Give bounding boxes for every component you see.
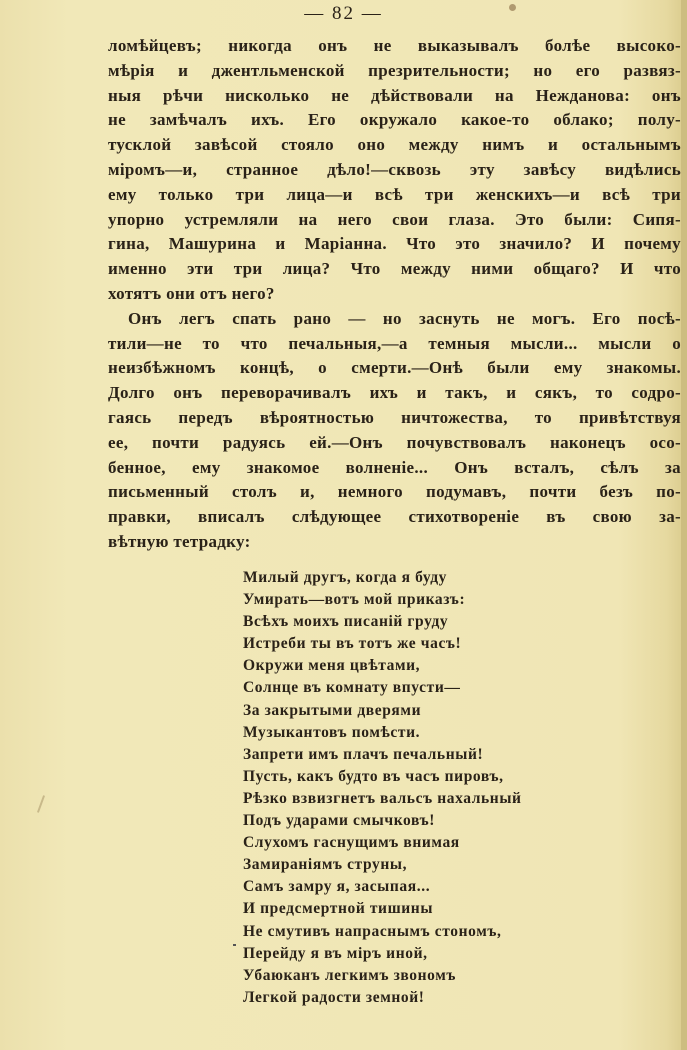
text-line: упорно устремляли на него свои глаза. Это были: Сипя-	[108, 209, 681, 229]
text-line: хотятъ они отъ него?	[108, 283, 275, 303]
text-line: бенное, ему знакомое волненіе... Онъ всталъ, сѣлъ за	[108, 457, 681, 477]
poem-line: Солнце въ комнату впусти—	[243, 679, 461, 697]
poem-line: Запрети имъ плачъ печальный!	[243, 745, 484, 763]
poem-line: Самъ замру я, засыпая...	[243, 878, 431, 896]
poem-line: Замираніямъ струны,	[243, 856, 408, 874]
text-line: ему только три лица—и всѣ три женскихъ—и всѣ три	[108, 184, 681, 204]
text-line: Онъ легъ спать рано — но заснуть не могъ. Его посѣ-	[128, 308, 681, 328]
text-line: тили—не то что печальныя,—а темныя мысли... мысли о	[108, 333, 681, 353]
text-line: ныя рѣчи нисколько не дѣйствовали на Нежданова: онъ	[108, 85, 681, 105]
text-line: гаясь передъ вѣроятностью ничтожества, то привѣтствуя	[108, 407, 681, 427]
text-line: міромъ—и, странное дѣло!—сквозь эту завѣсу видѣлись	[108, 159, 681, 179]
page-number: — 82 —	[304, 3, 383, 24]
text-line: правки, вписалъ слѣдующее стихотвореніе въ свою за-	[108, 507, 681, 527]
margin-dash	[233, 944, 236, 946]
text-line: письменный столъ и, немного подумавъ, почти безъ по-	[108, 482, 681, 502]
poem	[243, 567, 522, 1009]
poem-line: Перейду я въ міръ иной,	[243, 944, 428, 962]
poem-line: Музыкантовъ помѣсти.	[243, 723, 421, 741]
prose-text	[108, 34, 681, 555]
poem-line: Истреби ты въ тотъ же часъ!	[243, 635, 462, 653]
text-line: гина, Машурина и Маріанна. Что это значило? И почему	[108, 234, 681, 254]
poem-line: Убаюканъ легкимъ звономъ	[243, 966, 456, 984]
text-line: мѣрія и джентльменской презрительности; но его развяз-	[108, 60, 681, 80]
poem-line: Легкой радости земной!	[243, 988, 425, 1006]
poem-line: За закрытыми дверями	[243, 701, 422, 719]
poem-line: Пусть, какъ будто въ часъ пировъ,	[243, 767, 504, 785]
page-edge	[681, 0, 687, 1050]
margin-mark	[37, 795, 45, 813]
poem-line: Окружи меня цвѣтами,	[243, 657, 421, 675]
text-line: неизбѣжномъ концѣ, о смерти.—Онѣ были ему знакомы.	[108, 358, 681, 378]
poem-line: Подъ ударами смычковъ!	[243, 812, 435, 830]
poem-line: Слухомъ гаснущимъ внимая	[243, 834, 460, 852]
poem-line: Рѣзко взвизгнетъ вальсъ нахальный	[243, 789, 522, 807]
text-line: Долго онъ переворачивалъ ихъ и такъ, и сякъ, то содро-	[108, 383, 681, 403]
text-line: ее, почти радуясь ей.—Онъ почувствовалъ наконецъ осо-	[108, 432, 681, 452]
poem-line: И предсмертной тишины	[243, 900, 434, 918]
text-line: именно эти три лица? Что между ними общаго? И что	[108, 259, 681, 279]
poem-line: Умирать—вотъ мой приказъ:	[243, 591, 466, 609]
text-line: не замѣчалъ ихъ. Его окружало какое-то облако; полу-	[108, 110, 681, 130]
text-line: ломѣйцевъ; никогда онъ не выказывалъ болѣе высоко-	[108, 36, 681, 55]
poem-line: Всѣхъ моихъ писаній груду	[243, 613, 449, 631]
poem-line: Милый другъ, когда я буду	[243, 569, 447, 586]
text-line: вѣтную тетрадку:	[108, 531, 251, 551]
text-line: тусклой завѣсой стояло оно между нимъ и остальнымъ	[108, 135, 681, 155]
poem-line: Не смутивъ напраснымъ стономъ,	[243, 922, 502, 940]
